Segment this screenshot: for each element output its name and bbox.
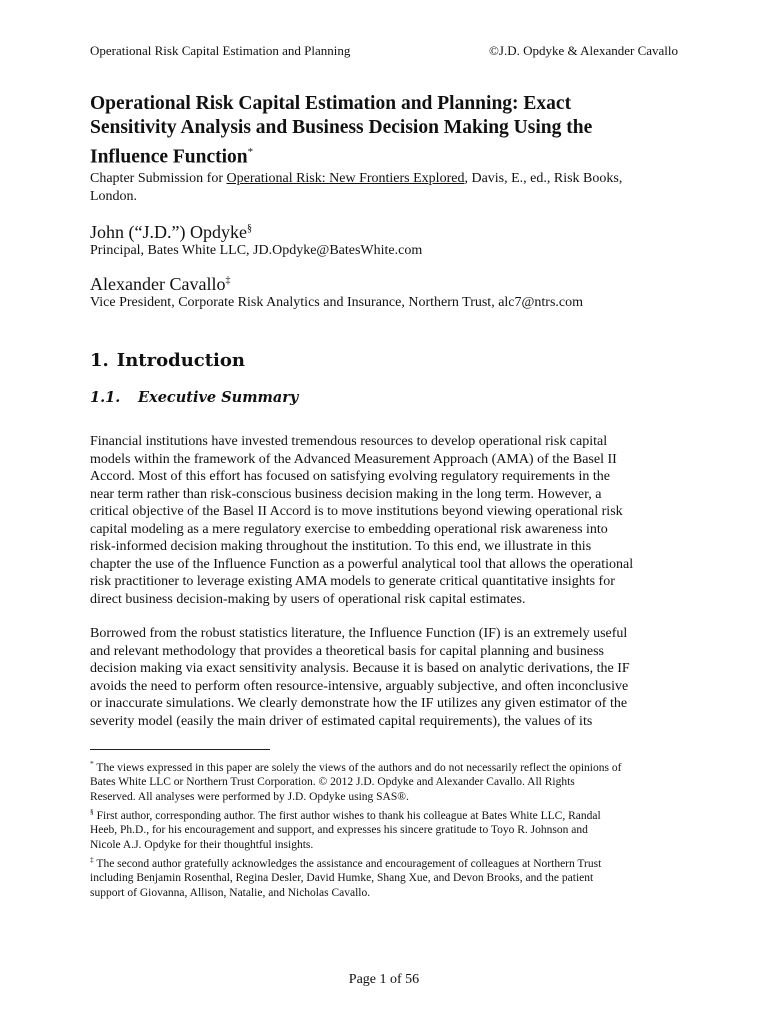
footnote-mark: ‡ [90,855,94,864]
subsection-heading-executive-summary [90,387,298,409]
paragraph-line: capital modeling as a mere regulatory exercise to embedding operational risk awareness into [90,521,608,537]
paragraph-line: risk practitioner to leverage existing AMA models to generate critical quantitative insights for [90,574,615,589]
footnote-mark: * [90,759,94,768]
paper-title [90,92,680,170]
paragraph-line: near term rather than risk-conscious business decision making in the long term. However, a [90,486,602,502]
title-line: Influence Function [90,146,248,168]
footnote-text: The views expressed in this paper are solely the views of the authors and do not necessarily reflect the opinions of [93,761,622,774]
footnote-line: including Benjamin Rosenthal, Regina Desler, David Humke, Shang Xue, and Devon Brooks, and the patient [90,872,594,885]
footnote-text: First author, corresponding author. The first author wishes to thank his colleague at Bates White LLC, Randal [93,809,601,822]
paragraph-line: severity model (easily the main driver of estimated capital requirements), the values of its [90,713,593,729]
paragraph-line: avoids the need to perform often resource-intensive, arguably subjective, and often inconclusive [90,678,629,694]
footnote-disclaimer [90,757,685,804]
title-footnote-mark[interactable]: * [247,146,254,158]
paragraph-line: Accord. Most of this effort has focused on satisfying evolving regulatory requirements in the [90,469,610,484]
subsection-number: 1.1. [90,389,121,406]
paragraph-1 [90,433,682,608]
footnote-text: The second author gratefully acknowledges the assistance and encouragement of colleagues at Northern Trust [93,857,602,870]
paragraph-line: critical objective of the Basel II Accord is to move institutions beyond viewing operational risk [90,504,623,519]
author-footnote-mark[interactable]: ‡ [225,275,231,286]
author-footnote-mark[interactable]: § [246,223,252,234]
section-heading-introduction [90,348,245,374]
section-number: 1. [90,350,109,371]
footnote-second-author [90,853,685,900]
running-header-copyright: ©J.D. Opdyke & Alexander Cavallo [489,43,678,58]
paragraph-line: chapter the use of the Influence Function as a powerful analytical tool that allows the operational [90,556,634,572]
submission-city: London. [90,188,138,204]
paragraph-line: risk-informed decision making throughout the institution. To this end, we illustrate in this [90,539,592,554]
submission-suffix: , Davis, E., ed., Risk Books, [464,171,623,186]
footnote-line [90,805,685,823]
paragraph-line: models within the framework of the Advanced Measurement Approach (AMA) of the Basel II [90,451,617,467]
paragraph-line: direct business decision-making by users of operational risk capital estimates. [90,591,526,607]
author-name-text: Alexander Cavallo [90,274,226,294]
submission-prefix: Chapter Submission for [90,171,227,186]
footnote-line: Reserved. All analyses were performed by J.D. Opdyke using SAS®. [90,790,409,803]
running-header-title: Operational Risk Capital Estimation and Planning [90,43,351,58]
footnote-line [90,757,685,775]
running-header [90,43,678,59]
footnote-divider [90,749,270,750]
book-title: Operational Risk: New Frontiers Explored [226,171,465,186]
author-name-cavallo [90,270,230,295]
footnote-mark: § [90,807,94,816]
author-name-text: John (“J.D.”) Opdyke [90,222,247,242]
footnote-line: Nicole A.J. Opdyke for their thoughtful insights. [90,838,314,851]
section-title: Introduction [116,350,245,371]
title-line: Sensitivity Analysis and Business Decision Making Using the [90,117,593,138]
author-affiliation-cavallo: Vice President, Corporate Risk Analytics and Insurance, Northern Trust, alc7@ntrs.com [90,295,584,310]
paragraph-2 [90,625,682,730]
footnote-line: Heeb, Ph.D., for his encouragement and support, and expresses his sincere gratitude to Toyo R. Johnson and [90,824,588,837]
subsection-title: Executive Summary [138,389,299,406]
footnote-line: support of Giovanna, Allison, Natalie, and Nicholas Cavallo. [90,886,371,899]
paragraph-line: and relevant methodology that provides a theoretical basis for capital planning and business [90,643,604,659]
paragraph-line: Financial institutions have invested tremendous resources to develop operational risk capital [90,434,608,449]
author-affiliation-opdyke: Principal, Bates White LLC, JD.Opdyke@BatesWhite.com [90,243,423,258]
author-name-opdyke [90,218,252,243]
paragraph-line: or inaccurate simulations. We clearly demonstrate how the IF utilizes any given estimator of the [90,696,628,711]
footnote-line [90,853,685,871]
footnote-line: Bates White LLC or Northern Trust Corporation. © 2012 J.D. Opdyke and Alexander Cavallo. All Rights [90,776,575,789]
paragraph-line: Borrowed from the robust statistics literature, the Influence Function (IF) is an extremely useful [90,626,628,641]
chapter-submission-note [90,170,680,205]
footnote-first-author [90,805,685,852]
title-line: Operational Risk Capital Estimation and Planning: Exact [90,93,572,114]
paragraph-line: decision making via exact sensitivity analysis. Because it is based on analytic derivations, the IF [90,661,630,676]
page-number: Page 1 of 56 [348,972,420,987]
